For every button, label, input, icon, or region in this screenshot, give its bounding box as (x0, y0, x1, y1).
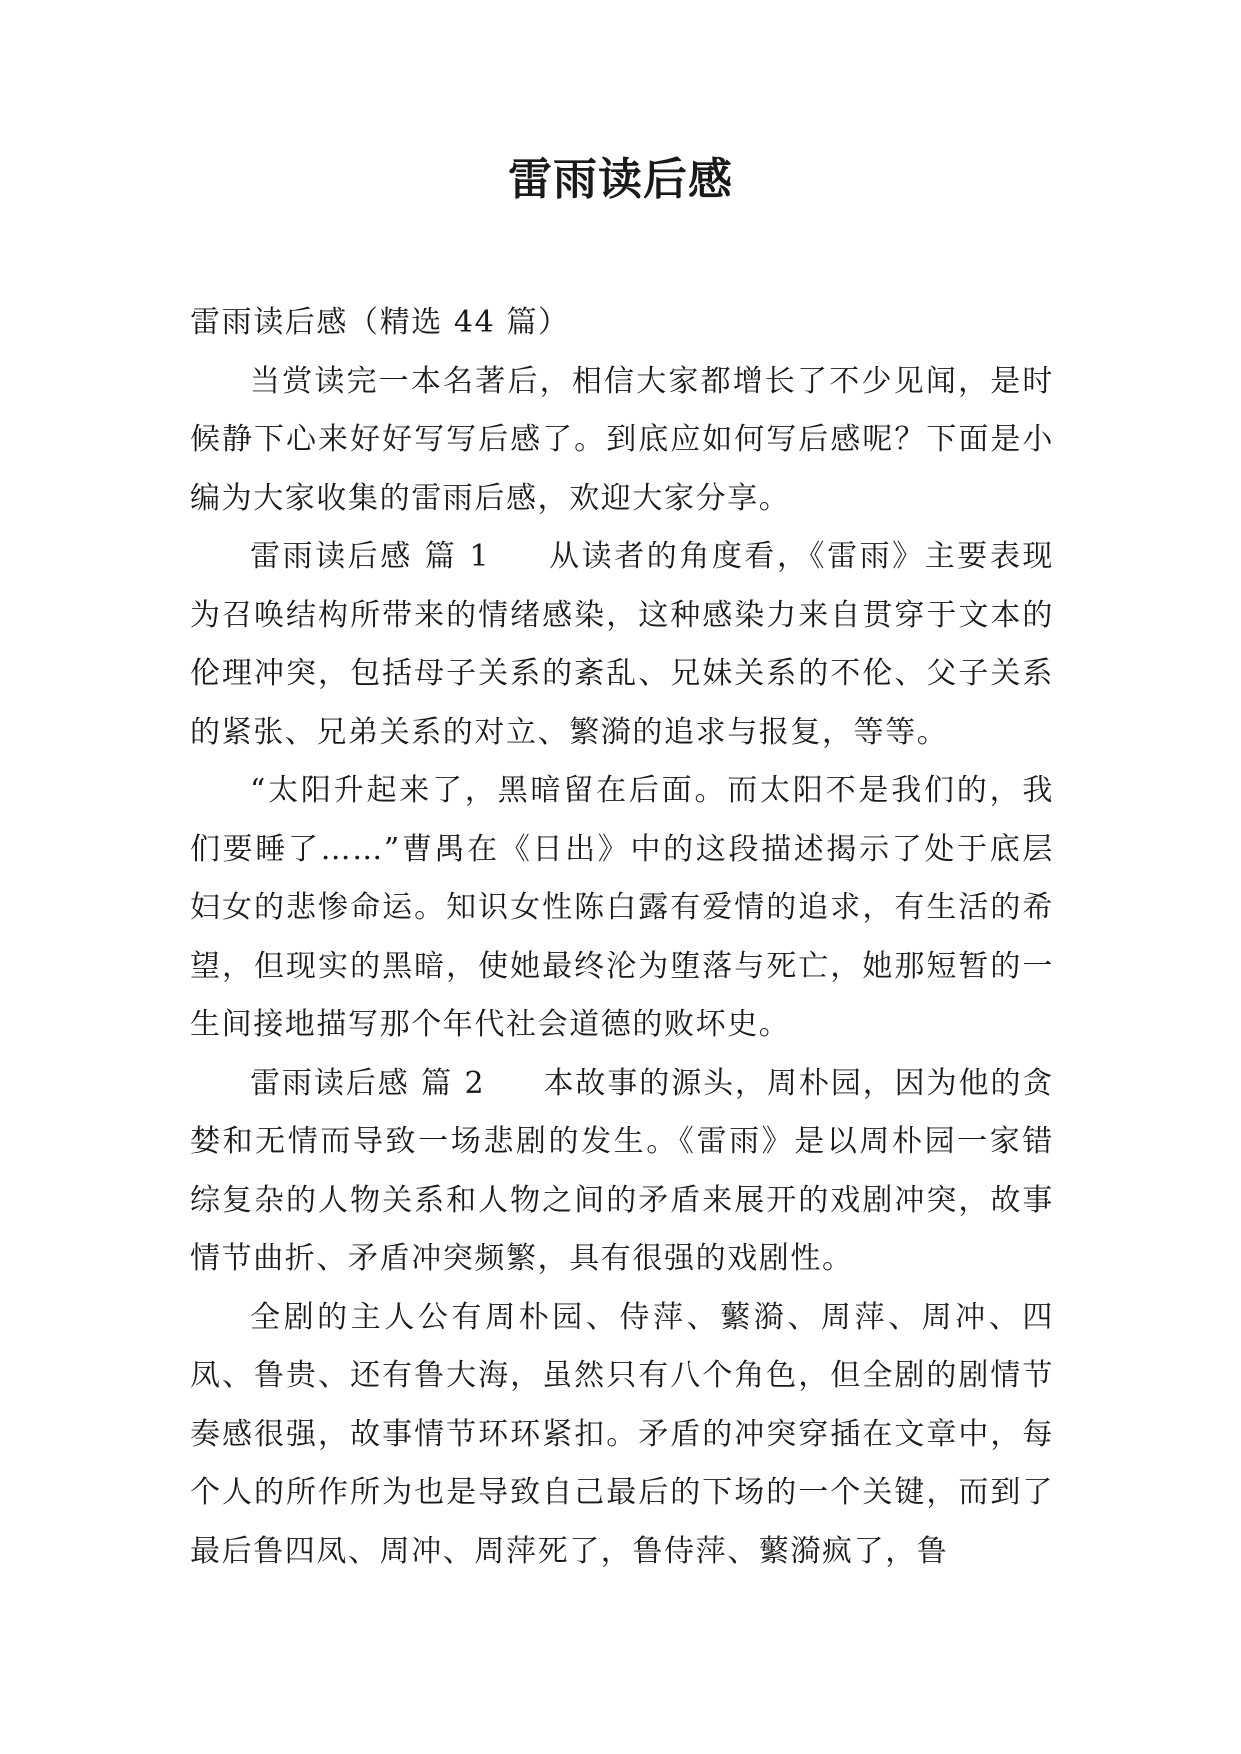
section-1-heading: 雷雨读后感 篇 1 (250, 539, 491, 574)
section-1-first-paragraph (190, 528, 1054, 762)
section-2-first-paragraph (190, 1055, 1054, 1289)
section-1-paragraph-1: 从读者的角度看，《雷雨》主要表现为召唤结构所带来的情绪感染，这种感染力来自贯穿于文本的伦理冲突，包括母子关系的紊乱、兄妹关系的不伦、父子关系的紧张、兄弟关系的对立、繁漪的追求与报复，等等。 (190, 539, 1054, 750)
document-subtitle: 雷雨读后感（精选 44 篇） (190, 305, 570, 340)
document-title: 雷雨读后感 (508, 154, 733, 205)
section-2-paragraph-1: 本故事的源头，周朴园，因为他的贪婪和无情而导致一场悲剧的发生。《雷雨》是以周朴园一家错综复杂的人物关系和人物之间的矛盾来展开的戏剧冲突，故事情节曲折、矛盾冲突频繁，具有很强的戏剧性。 (190, 1065, 1054, 1276)
section-1-paragraph-2: “太阳升起来了，黑暗留在后面。而太阳不是我们的，我们要睡了……”曹禺在《日出》中的这段描述揭示了处于底层妇女的悲惨命运。知识女性陈白露有爱情的追求，有生活的希望，但现实的黑暗，使她最终沦为堕落与死亡，她那短暂的一生间接地描写那个年代社会道德的败坏史。 (190, 773, 1054, 1042)
document-body (190, 294, 1054, 1581)
section-2-heading: 雷雨读后感 篇 2 (250, 1065, 486, 1101)
intro-paragraph: 当赏读完一本名著后，相信大家都增长了不少见闻，是时候静下心来好好写写后感了。到底应如何写后感呢？下面是小编为大家收集的雷雨后感，欢迎大家分享。 (190, 363, 1054, 516)
section-2-paragraph-2: 全剧的主人公有周朴园、侍萍、蘩漪、周萍、周冲、四凤、鲁贵、还有鲁大海，虽然只有八个角色，但全剧的剧情节奏感很强，故事情节环环紧扣。矛盾的冲突穿插在文章中，每个人的所作所为也是导致自己最后的下场的一个关键，而到了最后鲁四凤、周冲、周萍死了，鲁侍萍、蘩漪疯了，鲁 (190, 1299, 1054, 1569)
